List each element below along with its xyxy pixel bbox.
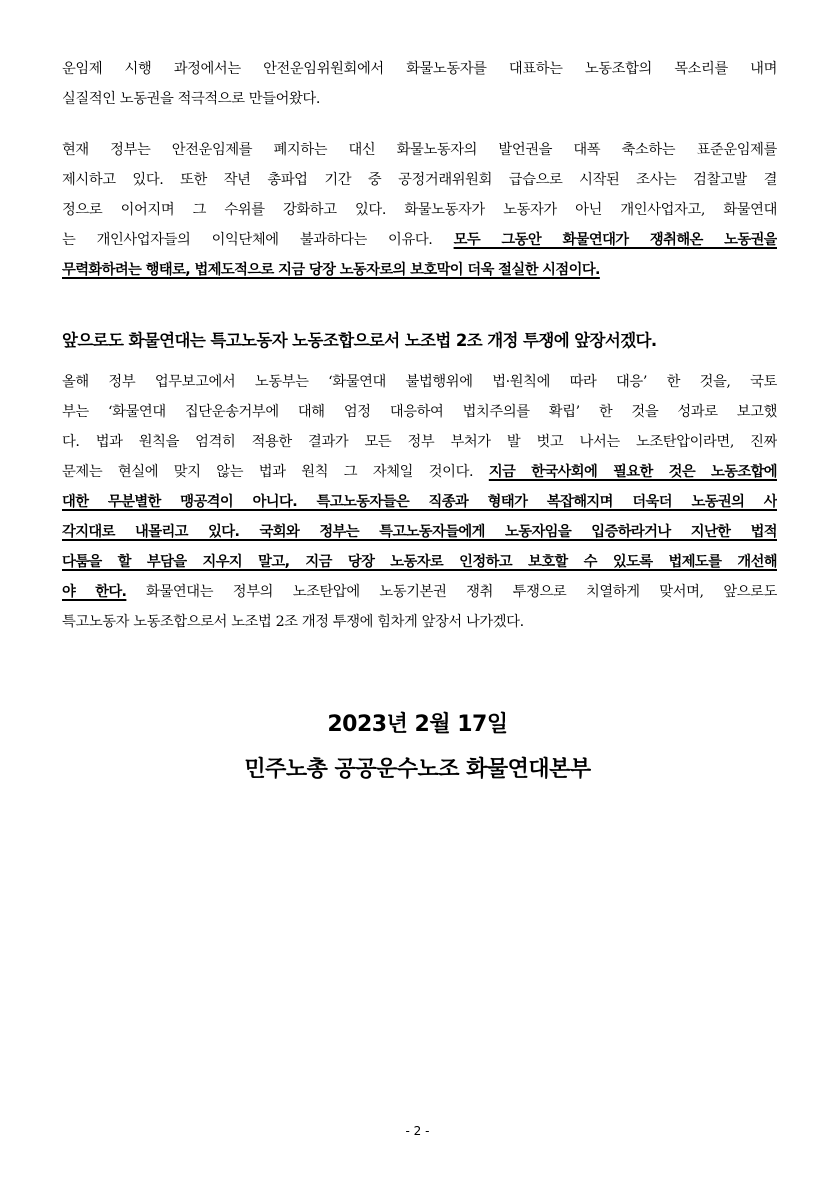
- paragraph-labor-rights-call: [62, 367, 777, 637]
- paragraph-freight-rate-role: [62, 54, 777, 114]
- text-line: [62, 547, 777, 577]
- emphasized-text: 각지대로 내몰리고 있다. 국회와 정부는 특고노동자들에게 노동자임을 입증하라거나 지난한 법적: [62, 524, 777, 540]
- text-line: [62, 195, 777, 225]
- text-line: [62, 54, 777, 84]
- emphasized-text: 지금 한국사회에 필요한 것은 노동조합에: [488, 464, 777, 480]
- statement-date: 2023년 2월 17일: [327, 712, 508, 737]
- text-line: [62, 165, 777, 195]
- text-line: [62, 397, 777, 427]
- body-text: 는 개인사업자들의 이익단체에 불과하다는 이유다.: [62, 232, 454, 248]
- body-text: 화물연대는 정부의 노조탄압에 노동기본권 쟁취 투쟁으로 치열하게 맞서며, 앞으로도: [126, 584, 777, 600]
- page-number: - 2 -: [405, 1124, 430, 1138]
- body-text: 운임제 시행 과정에서는 안전운임위원회에서 화물노동자를 대표하는 노동조합의 목소리를 내며: [62, 61, 777, 77]
- body-text: 부는 ‘화물연대 집단운송거부에 대해 엄정 대응하여 법치주의를 확립’ 한 것을 성과로 보고했: [62, 404, 777, 420]
- body-text: 다. 법과 원칙을 엄격히 적용한 결과가 모든 정부 부처가 발 벗고 나서는 노조탄압이라면, 진짜: [62, 434, 777, 450]
- emphasized-text: 다툼을 할 부담을 지우지 말고, 지금 당장 노동자로 인정하고 보호할 수 있도록 법제도를 개선해: [62, 554, 777, 570]
- text-line: [62, 607, 777, 637]
- body-text: 특고노동자 노동조합으로서 노조법 2조 개정 투쟁에 힘차게 앞장서 나가겠다.: [62, 614, 524, 630]
- section-heading: 앞으로도 화물연대는 특고노동자 노동조합으로서 노조법 2조 개정 투쟁에 앞장서겠다.: [62, 331, 657, 350]
- body-text: 정으로 이어지며 그 수위를 강화하고 있다. 화물노동자가 노동자가 아닌 개인사업자고, 화물연대: [62, 202, 777, 218]
- body-text: 실질적인 노동권을 적극적으로 만들어왔다.: [62, 91, 320, 107]
- text-line: [62, 135, 777, 165]
- emphasized-text: 야 한다.: [62, 584, 127, 600]
- text-line: [62, 457, 777, 487]
- text-line: [62, 225, 777, 255]
- text-line: [62, 487, 777, 517]
- body-text: 올해 정부 업무보고에서 노동부는 ‘화물연대 불법행위에 법·원칙에 따라 대응’ 한 것을, 국토: [62, 374, 777, 390]
- emphasized-text: 대한 무분별한 맹공격이 아니다. 특고노동자들은 직종과 형태가 복잡해지며 더욱더 노동권의 사: [62, 494, 777, 510]
- text-line: [62, 255, 777, 285]
- body-text: 제시하고 있다. 또한 작년 총파업 기간 중 공정거래위원회 급습으로 시작된 조사는 검찰고발 결: [62, 172, 777, 188]
- text-line: [62, 517, 777, 547]
- paragraph-government-policy: [62, 135, 777, 285]
- emphasized-text: 모두 그동안 화물연대가 쟁취해온 노동권을: [453, 232, 777, 248]
- text-line: [62, 84, 777, 114]
- emphasized-text: 무력화하려는 행태로, 법제도적으로 지금 당장 노동자로의 보호막이 더욱 절실한 시점이다.: [62, 262, 600, 278]
- issuing-organization: 민주노총 공공운수노조 화물연대본부: [244, 757, 591, 782]
- text-line: [62, 367, 777, 397]
- body-text: 문제는 현실에 맞지 않는 법과 원칙 그 자체일 것이다.: [62, 464, 489, 480]
- text-line: [62, 577, 777, 607]
- body-text: 현재 정부는 안전운임제를 폐지하는 대신 화물노동자의 발언권을 대폭 축소하는 표준운임제를: [62, 142, 777, 158]
- text-line: [62, 427, 777, 457]
